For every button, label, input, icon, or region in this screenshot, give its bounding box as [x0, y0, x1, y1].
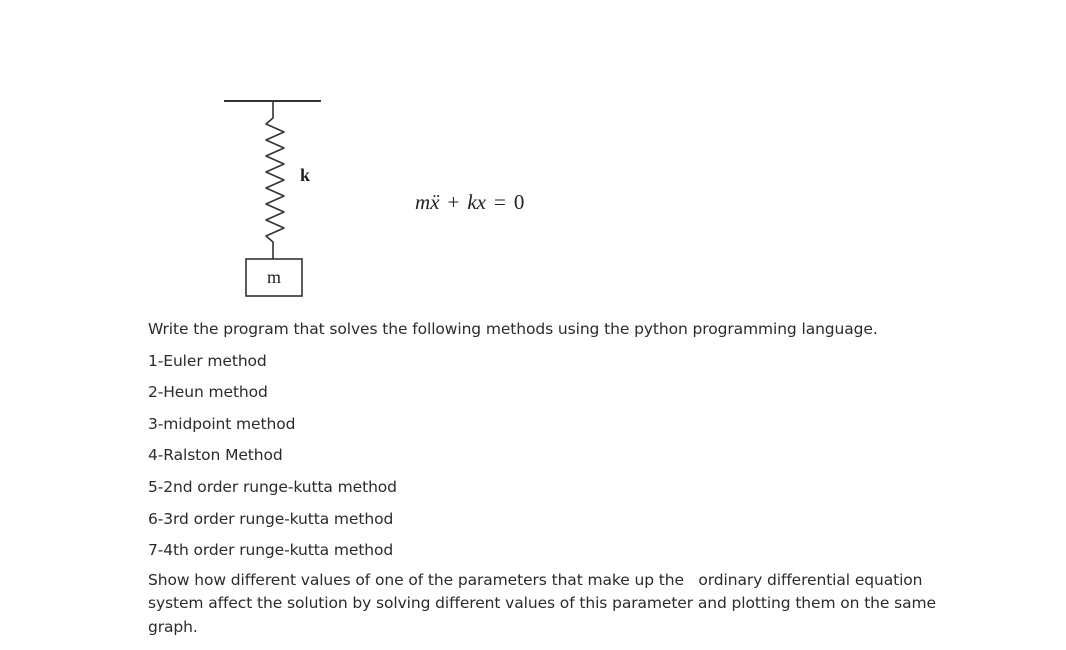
- equation-plus: +: [447, 190, 460, 214]
- spring-constant-label: k: [300, 165, 311, 185]
- equation-equals: =: [494, 190, 506, 214]
- mass-label: m: [266, 267, 282, 287]
- equation-m: m: [415, 190, 431, 214]
- equation-x: x: [476, 190, 486, 214]
- method-item: 6-3rd order runge-kutta method: [148, 509, 394, 528]
- question-text: [148, 316, 948, 639]
- method-item: 5-2nd order runge-kutta method: [148, 477, 397, 496]
- method-item: 7-4th order runge-kutta method: [148, 541, 394, 560]
- equation-k: k: [467, 190, 477, 214]
- equation: [415, 190, 524, 214]
- equation-xddot: ẍ: [430, 190, 440, 214]
- equation-zero: 0: [513, 190, 525, 214]
- question-closing: Show how different values of one of the parameters that make up the ordinary differential equation system affect the solution by solving different values of this parameter and plotting them on the same graph.: [148, 570, 941, 636]
- method-item: 3-midpoint method: [148, 414, 296, 433]
- method-item: 1-Euler method: [148, 351, 267, 370]
- method-item: 2-Heun method: [148, 383, 268, 402]
- spring-mass-figure: [0, 0, 1066, 310]
- question-intro: Write the program that solves the following methods using the python programming language.: [148, 320, 878, 338]
- spring-coil: [266, 101, 284, 259]
- method-item: 4-Ralston Method: [148, 446, 283, 465]
